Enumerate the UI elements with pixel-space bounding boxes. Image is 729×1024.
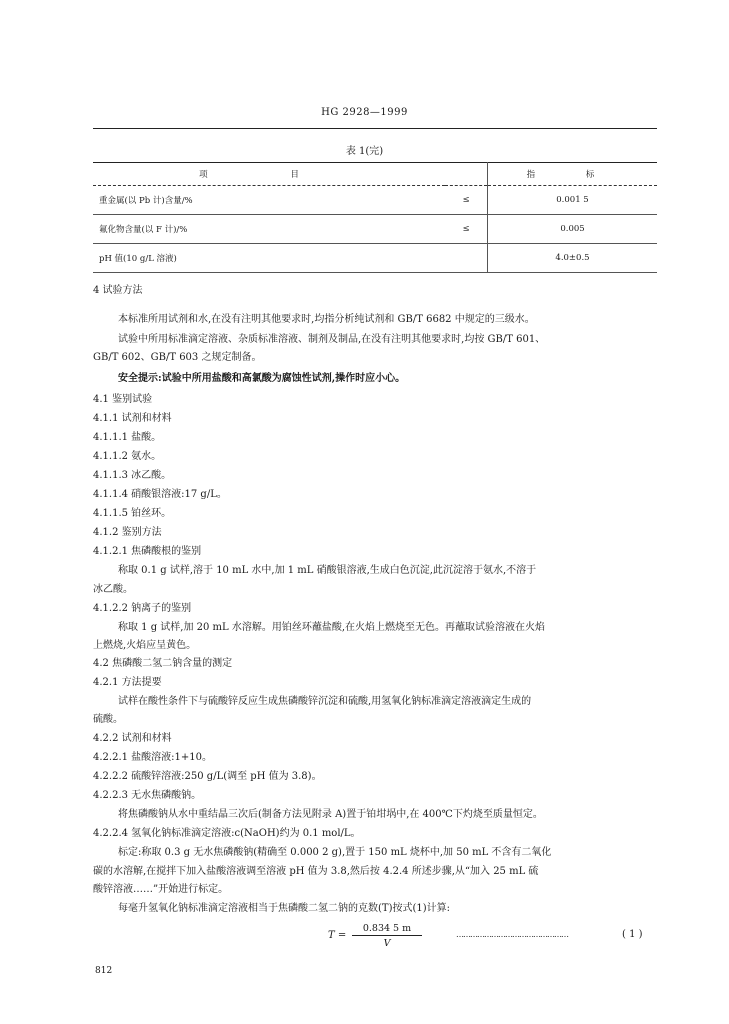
paragraph: 上燃烧,火焰应呈黄色。 bbox=[93, 640, 197, 651]
section-4-title: 4 试验方法 bbox=[93, 285, 143, 296]
formula-leader: ………………………………………… bbox=[456, 930, 568, 939]
row-comparator: ≤ bbox=[445, 215, 488, 244]
paragraph: 标定:称取 0.3 g 无水焦磷酸钠(精确至 0.000 2 g),置于 150 mL 烧杯中,加 50 mL 不含有二氧化 bbox=[118, 847, 552, 858]
clause-4-1-1-3: 4.1.1.3 冰乙酸。 bbox=[93, 470, 172, 481]
clause-4-2-2-1: 4.2.2.1 盐酸溶液:1+10。 bbox=[93, 752, 212, 763]
paragraph: 每毫升氢氧化钠标准滴定溶液相当于焦磷酸二氢二钠的克数(T)按式(1)计算: bbox=[118, 903, 451, 914]
row-item: 氟化物含量(以 F 计)/% bbox=[93, 215, 445, 244]
paragraph: 硫酸。 bbox=[93, 714, 123, 725]
paragraph: GB/T 602、GB/T 603 之规定制备。 bbox=[93, 352, 262, 363]
row-item: pH 值(10 g/L 溶液) bbox=[93, 244, 445, 273]
paragraph: 称取 0.1 g 试样,溶于 10 mL 水中,加 1 mL 硝酸银溶液,生成白色沉淀,此沉淀溶于氨水,不溶于 bbox=[118, 565, 537, 576]
heading-4-2-1: 4.2.1 方法提要 bbox=[93, 677, 162, 688]
table-row bbox=[93, 215, 657, 244]
table-header-row bbox=[93, 163, 657, 186]
header-indicator: 指 标 bbox=[488, 163, 658, 186]
heading-4-1-2: 4.1.2 鉴别方法 bbox=[93, 527, 162, 538]
paragraph: 将焦磷酸钠从水中重结晶三次后(制备方法见附录 A)置于铂坩埚中,在 400℃下灼烧至质量恒定。 bbox=[118, 809, 543, 820]
paragraph: 试样在酸性条件下与硫酸锌反应生成焦磷酸锌沉淀和硫酸,用氢氧化钠标准滴定溶液滴定生成的 bbox=[118, 696, 532, 707]
clause-4-1-1-1: 4.1.1.1 盐酸。 bbox=[93, 432, 162, 443]
formula-number: ( 1 ) bbox=[622, 929, 643, 940]
heading-4-1: 4.1 鉴别试验 bbox=[93, 394, 153, 405]
clause-4-2-2-4: 4.2.2.4 氢氧化钠标准滴定溶液:c(NaOH)约为 0.1 mol/L。 bbox=[93, 828, 361, 839]
paragraph: 冰乙酸。 bbox=[93, 584, 133, 595]
row-comparator: ≤ bbox=[445, 186, 488, 215]
row-item: 重金属(以 Pb 计)含量/% bbox=[93, 186, 445, 215]
clause-4-1-1-4: 4.1.1.4 硝酸银溶液:17 g/L。 bbox=[93, 489, 227, 500]
paragraph: 酸锌溶液……”开始进行标定。 bbox=[93, 884, 229, 895]
row-value: 4.0±0.5 bbox=[488, 244, 658, 273]
clause-4-2-2-2: 4.2.2.2 硫酸锌溶液:250 g/L(调至 pH 值为 3.8)。 bbox=[93, 771, 322, 782]
clause-4-1-2-1: 4.1.2.1 焦磷酸根的鉴别 bbox=[93, 546, 202, 557]
clause-4-1-1-2: 4.1.1.2 氨水。 bbox=[93, 451, 162, 462]
heading-4-2-2: 4.2.2 试剂和材料 bbox=[93, 733, 172, 744]
paragraph: 本标准所用试剂和水,在没有注明其他要求时,均指分析纯试剂和 GB/T 6682 中规定的三级水。 bbox=[118, 314, 535, 325]
clause-4-2-2-3: 4.2.2.3 无水焦磷酸钠。 bbox=[93, 790, 202, 801]
formula-numerator: 0.834 5 m bbox=[352, 923, 422, 936]
safety-notice: 安全提示:试验中所用盐酸和高氯酸为腐蚀性试剂,操作时应小心。 bbox=[118, 373, 406, 384]
paragraph: 试验中所用标准滴定溶液、杂质标准溶液、制剂及制品,在没有注明其他要求时,均按 GB/T 601、 bbox=[118, 334, 546, 345]
row-value: 0.001 5 bbox=[488, 186, 658, 215]
heading-4-1-1: 4.1.1 试剂和材料 bbox=[93, 413, 172, 424]
table-row bbox=[93, 186, 657, 215]
table-caption: 表 1(完) bbox=[345, 146, 384, 157]
heading-4-2: 4.2 焦磷酸二氢二钠含量的测定 bbox=[93, 658, 233, 669]
clause-4-1-1-5: 4.1.1.5 铂丝环。 bbox=[93, 508, 172, 519]
formula-fraction bbox=[352, 923, 422, 949]
page-number: 812 bbox=[95, 966, 113, 976]
standard-code-header: HG 2928—1999 bbox=[321, 107, 408, 118]
formula-denominator: V bbox=[383, 938, 391, 949]
header-item: 项 目 bbox=[93, 163, 445, 186]
table-row bbox=[93, 244, 657, 273]
paragraph: 碳的水溶解,在搅拌下加入盐酸溶液调至溶液 pH 值为 3.8,然后按 4.2.4 所述步骤,从“加入 25 mL 硫 bbox=[93, 866, 539, 877]
spec-table bbox=[93, 162, 657, 273]
row-value: 0.005 bbox=[488, 215, 658, 244]
paragraph: 称取 1 g 试样,加 20 mL 水溶解。用铂丝环蘸盐酸,在火焰上燃烧至无色。再蘸取试验溶液在火焰 bbox=[118, 622, 546, 633]
formula-lhs: T = bbox=[328, 930, 347, 941]
row-comparator bbox=[445, 244, 488, 273]
header-rule bbox=[93, 128, 657, 129]
clause-4-1-2-2: 4.1.2.2 钠离子的鉴别 bbox=[93, 603, 192, 614]
